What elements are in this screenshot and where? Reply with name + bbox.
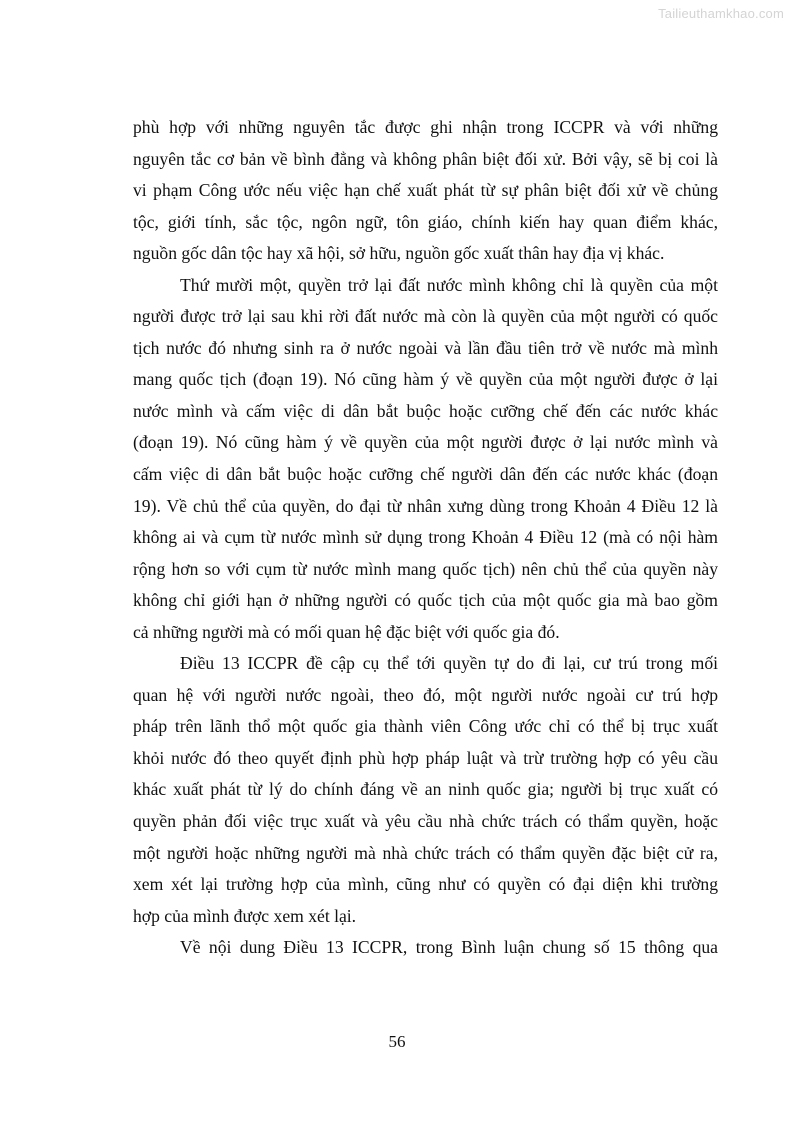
text-line: quan hệ với người nước ngoài, theo đó, một người nước ngoài cư trú hợp	[133, 684, 718, 705]
text-line: khác xuất phát từ lý do chính đáng về an ninh quốc gia; người bị trục xuất có	[133, 779, 718, 800]
text-line: nguồn gốc dân tộc hay xã hội, sở hữu, nguồn gốc xuất thân hay địa vị khác.	[133, 243, 665, 264]
text-line: không chỉ giới hạn ở những người có quốc tịch của một quốc gia mà bao gồm	[133, 590, 718, 611]
text-line: tộc, giới tính, sắc tộc, ngôn ngữ, tôn giáo, chính kiến hay quan điểm khác,	[133, 211, 718, 232]
text-line: vi phạm Công ước nếu việc hạn chế xuất phát từ sự phân biệt đối xử về chủng	[133, 180, 718, 201]
text-line: tịch nước đó nhưng sinh ra ở nước ngoài và lần đầu tiên trở về nước mà mình	[133, 337, 718, 358]
text-line: (đoạn 19). Nó cũng hàm ý về quyền của một người được ở lại nước mình và	[133, 432, 718, 453]
text-line: cả những người mà có mối quan hệ đặc biệt với quốc gia đó.	[133, 621, 560, 642]
text-line: phù hợp với những nguyên tắc được ghi nhận trong ICCPR và với những	[133, 117, 718, 137]
text-line: hợp của mình được xem xét lại.	[133, 905, 357, 926]
text-line: Thứ mười một, quyền trở lại đất nước mình không chỉ là quyền của một	[180, 274, 718, 295]
watermark: Tailieuthamkhao.com	[658, 6, 784, 21]
text-line: Về nội dung Điều 13 ICCPR, trong Bình luận chung số 15 thông qua	[180, 937, 718, 958]
page-body	[133, 112, 718, 964]
page-number: 56	[388, 1032, 406, 1051]
text-line: người được trở lại sau khi rời đất nước mà còn là quyền của một người có quốc	[133, 306, 718, 327]
text-line: pháp trên lãnh thổ một quốc gia thành viên Công ước chỉ có thể bị trục xuất	[133, 716, 718, 737]
text-line: xem xét lại trường hợp của mình, cũng như có quyền có đại diện khi trường	[133, 874, 718, 895]
text-line: cấm việc di dân bắt buộc hoặc cưỡng chế người dân đến các nước khác (đoạn	[133, 464, 718, 485]
text-line: khỏi nước đó theo quyết định phù hợp pháp luật và trừ trường hợp có yêu cầu	[133, 747, 718, 768]
text-line: nước mình và cấm việc di dân bắt buộc hoặc cưỡng chế đến các nước khác	[133, 400, 718, 421]
text-line: 19). Về chủ thể của quyền, do đại từ nhân xưng dùng trong Khoản 4 Điều 12 là	[133, 495, 718, 516]
text-line: quyền phản đối việc trục xuất và yêu cầu nhà chức trách có thẩm quyền, hoặc	[133, 811, 718, 832]
text-line: nguyên tắc cơ bản về bình đẳng và không phân biệt đối xử. Bởi vậy, sẽ bị coi là	[133, 148, 718, 169]
text-line: Điều 13 ICCPR đề cập cụ thể tới quyền tự do đi lại, cư trú trong mối	[180, 653, 718, 674]
text-line: một người hoặc những người mà nhà chức trách có thẩm quyền đặc biệt cử ra,	[133, 842, 718, 863]
text-line: rộng hơn so với cụm từ nước mình mang quốc tịch) nên chủ thể của quyền này	[133, 558, 718, 579]
text-line: không ai và cụm từ nước mình sử dụng trong Khoản 4 Điều 12 (mà có nội hàm	[133, 527, 718, 548]
text-line: mang quốc tịch (đoạn 19). Nó cũng hàm ý về quyền của một người được ở lại	[133, 369, 718, 390]
